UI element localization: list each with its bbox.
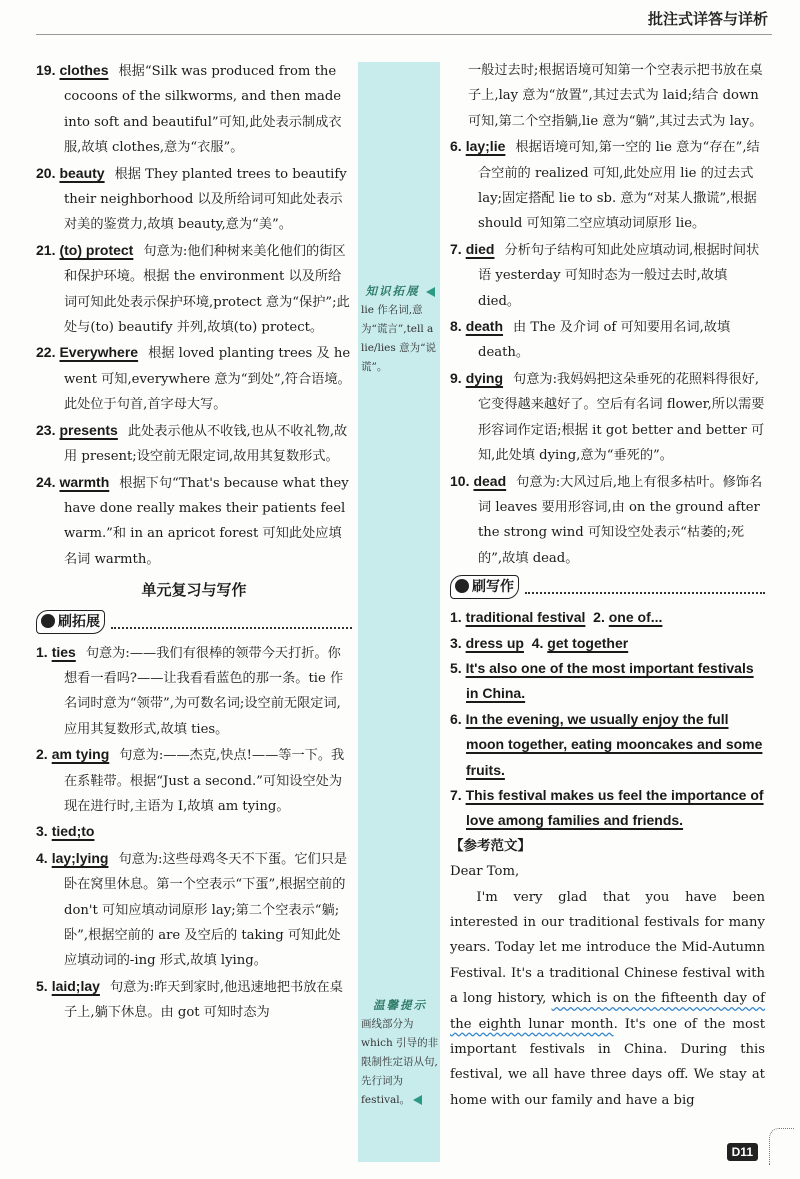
highlighted-clause: which is on the fifteenth day of the eighth lunar month [450,991,765,1032]
header-rule [36,34,772,35]
arrow-icon [426,287,435,297]
left-column [36,58,352,1026]
writing-answer-6: 6. In the evening, we usually enjoy the full moon together, eating mooncakes and some fruits. [450,710,763,778]
answer-item-24: 24. warmth 根据下句“That's because what they have done really makes their patients feel warm.”和 in an apricot forest 可知此处应填名词 warmth。 [36,473,349,567]
banner-writing: 刷写作 [450,573,765,601]
answer-continuation: 一般过去时;根据语境可知第一个空表示把书放在桌子上,lay 意为“放置”,其过去式为 laid;结合 down 可知,第二个空指躺,lie 意为“躺”,其过去式为 lay。 [468,63,763,129]
page-corner-decoration [769,1128,794,1165]
answer-item-20: 20. beauty 根据 They planted trees to beautify their neighborhood 以及所给词可知此处表示对美的鉴赏力,故填 beauty,意为“美”。 [36,164,347,233]
brush-icon [455,579,469,593]
answer-item-ext-1: 1. ties 句意为:——我们有很棒的领带今天打折。你想看一看吗?——让我看看蓝色的那一条。tie 作名词时意为“领带”,为可数名词;设空前无限定词,应用其复数形式,故填 ties。 [36,643,344,737]
banner-extension: 刷拓展 [36,608,352,636]
answer-item-8: 8. death 由 The 及介词 of 可知要用名词,故填 death。 [450,318,731,361]
writing-answer-1-2: 1. traditional festival 2. one of... [450,609,663,626]
answer-item-21: 21. (to) protect 句意为:他们种树来美化他们的街区和保护环境。根据 the environment 以及所给词可知此处表示保护环境,protect 意为“保护”;此处与(to) beautify 并列,故填(to) protect。 [36,241,350,336]
note-knowledge-extension: 知识拓展 lie 作名词,意为“谎言”,tell a lie/lies 意为“说谎”。 [361,284,436,373]
answer-item-22: 22. Everywhere 根据 loved planting trees 及 he went 可知,everywhere 意为“到处”,符合语境。此处位于句首,首字母大写。 [36,344,351,413]
note-warm-tip: 温馨提示 画线部分为 which 引导的非限制性定语从句,先行词为 festival。 [361,998,439,1106]
answer-item-23: 23. presents 此处表示他从不收钱,也从不收礼物,故用 present;设空前无限定词,故用其复数形式。 [36,421,348,465]
answer-item-ext-5: 5. laid;lay 句意为:昨天到家时,他迅速地把书放在桌子上,躺下休息。由 got 可知时态为 [36,977,343,1021]
writing-answer-7: 7. This festival makes us feel the importance of love among families and friends. [450,786,764,829]
arrow-icon [413,1095,422,1105]
reference-essay: I'm very glad that you have been interested in our traditional festivals for many years. Today let me introduce the Mid-Autumn Festival. It's a traditional Chinese festival with a long history, which is on the fifteenth day of the eighth lunar month. It's one of the most important festivals in China. During this festival, we all have three days off. We stay at home with our family and have a big [450,889,765,1108]
essay-salutation: Dear Tom, [450,864,520,880]
right-column [450,58,765,1113]
answer-item-10: 10. dead 句意为:大风过后,地上有很多枯叶。修饰名词 leaves 要用形容词,由 on the ground after the strong wind 可知设空处表示“枯萎的;死的”,故填 dead。 [450,472,763,566]
answer-item-7: 7. died 分析句子结构可知此处应填动词,根据时间状语 yesterday 可知时态为一般过去时,故填 died。 [450,240,760,309]
reference-essay-title: 【参考范文】 [450,837,531,854]
page-header-title: 批注式详答与详析 [647,10,768,28]
answer-item-9: 9. dying 句意为:我妈妈把这朵垂死的花照料得很好,它变得越来越好了。空后有名词 flower,所以需要形容词作定语;根据 it got better and better 可知,此处填 dying,意为“垂死的”。 [450,369,765,464]
writing-answer-5: 5. It's also one of the most important festivals in China. [450,659,754,702]
answer-item-ext-4: 4. lay;lying 句意为:这些母鸡冬天不下蛋。它们只是卧在窝里休息。第一个空表示“下蛋”,根据空前的 don't 可知应填动词原形 lay;第二个空表示“躺;卧”,根据空前的 are 及空后的 taking 可知此处应填动词的-ing 形式,故填 lying。 [36,849,348,969]
writing-answer-3-4: 3. dress up 4. get together [450,634,629,651]
answer-item-ext-2: 2. am tying 句意为:——杰克,快点!——等一下。我在系鞋带。根据“Just a second.”可知设空处为现在进行时,主语为 I,故填 am tying。 [36,746,345,814]
answer-item-ext-3: 3. tied;to [36,823,95,840]
answer-item-19: 19. clothes 根据“Silk was produced from the cocoons of the silkworms, and then made into soft and beautiful”可知,此处表示制成衣服,故填 clothes,意为“衣服”。 [36,62,342,156]
brush-icon [41,614,55,628]
section-title: 单元复习与写作 [141,581,247,600]
page-number: D11 [727,1143,758,1161]
answer-item-6: 6. lay;lie 根据语境可知,第一空的 lie 意为“存在”,结合空前的 realized 可知,此处应用 lie 的过去式 lay;固定搭配 lie to sb. 意为“对某人撒谎”,根据 should 可知第二空应填动词原形 lie。 [450,138,760,232]
